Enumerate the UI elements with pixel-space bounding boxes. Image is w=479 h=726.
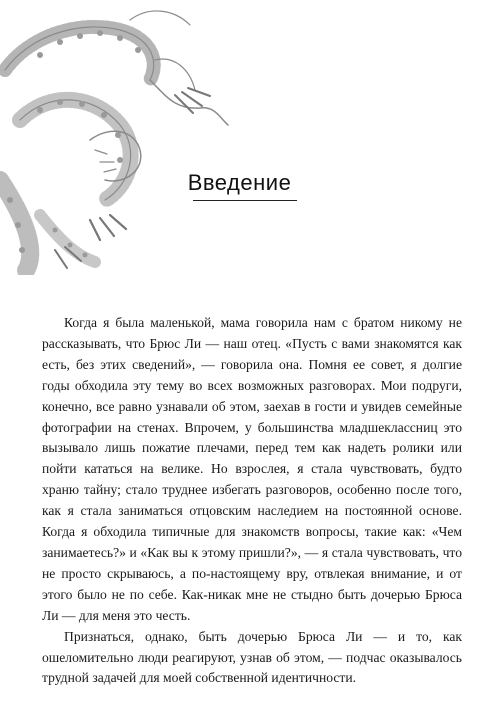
paragraph: Когда я была маленькой, мама говорила нам с братом никому не рассказывать, что Брюс Ли — наш отец. «Пусть с вами знакомятся как есть, без этих сведений», — говорила она. Помня ее совет, я долгие годы обходила эту тему во всех возможных разговорах. Мои подруги, конечно, все равно узнавали об этом, заехав в гости и увидев семейные фотографии на стенах. Впрочем, у большинства младшеклассниц это вызывало лишь пожатие плечами, перед тем как надеть ролики или пойти кататься на велике. Но взрослея, я стала чувствовать, будто храню тайну; стало труднее избегать разговоров, особенно после того, как я стала заниматься отцовским наследием на постоянной основе. Когда я обходила типичные для знакомств вопросы, такие как: «Чем занимаетесь?» и «Как вы к этому пришли?», — я стала чувствовать, что не просто скрываюсь, а по-настоящему вру, отвлекая внимание, и от этого было не по себе. Как-никак мне не стыдно быть дочерью Брюса Ли — для меня это честь. <box>42 315 462 623</box>
dragon-illustration <box>0 0 230 275</box>
chapter-body <box>42 313 462 689</box>
title-underline <box>193 200 297 201</box>
paragraph: Признаться, однако, быть дочерью Брюса Ли — и то, как ошеломительно люди реагируют, узнав об этом, — подчас оказывалось трудной задачей для моей собственной идентичности. <box>42 628 462 686</box>
chapter-title: Введение <box>187 170 292 195</box>
